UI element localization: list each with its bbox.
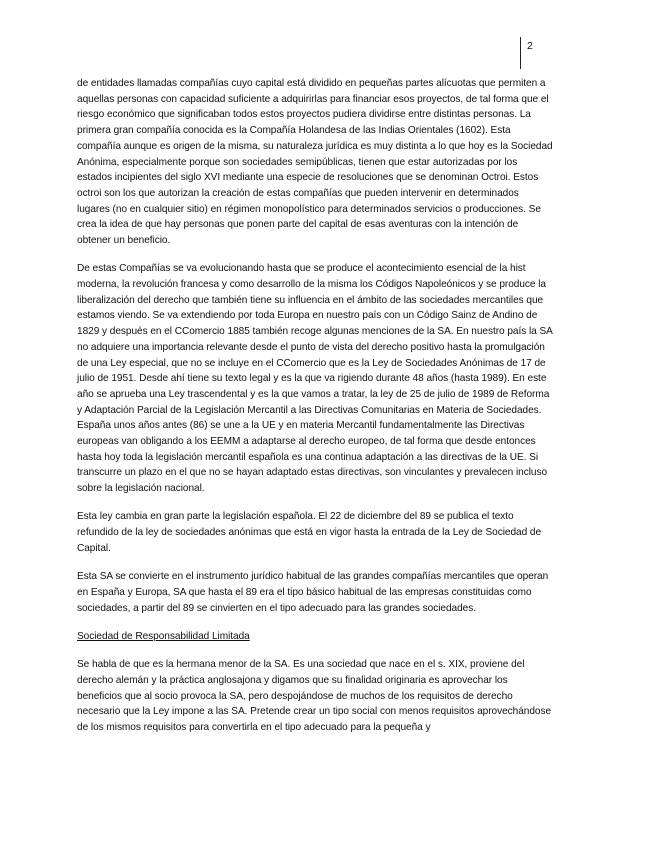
paragraph: Se habla de que es la hermana menor de la SA. Es una sociedad que nace en el s. XIX, proviene del derecho alemán y la práctica anglosajona y digamos que su finalidad originaria es aprovechar los beneficios que al socio provoca la SA, pero despojándose de muchos de los requisitos de derecho necesario que la Ley impone a las SA. Pretende crear un tipo social con menos requisitos aprovechándose de los mismos requisitos para convertirla en el tipo adecuado para la pequeña y <box>77 659 552 733</box>
page-number-divider <box>520 37 521 69</box>
page-body <box>77 76 553 748</box>
page-number: 2 <box>527 40 533 52</box>
paragraph: Esta SA se convierte en el instrumento jurídico habitual de las grandes compañías mercantiles que operan en España y Europa, SA que hasta el 89 era el tipo básico habitual de las empresas constituidas como sociedades, a partir del 89 se cinvierten en el tipo adecuado para las grandes sociedades. <box>77 571 549 614</box>
section-heading: Sociedad de Responsabilidad Limitada <box>77 630 250 642</box>
paragraph: de entidades llamadas compañías cuyo capital está dividido en pequeñas partes alícuotas que permiten a aquellas personas con capacidad suficiente a adquirirlas para financiar esos proyectos, de tal forma que el riesgo económico que significaban todos estos proyectos pudiera dividirse entre distintas personas. La primera gran compañía conocida es la Compañía Holandesa de las Indias Orientales (1602). Esta compañía aunque es origen de la misma, su naturaleza jurídica es muy distinta a lo que hoy es la Sociedad Anónima, especialmente porque son sociedades semipúblicas, tienen que estar autorizadas por los estados incipientes del siglo XVI mediante una especie de resoluciones que se denominan Octroi. Estos octroi son los que autorizan la creación de estas compañías que pueden intervenir en determinados lugares (no en cualquier sitio) en régimen monopolístico para determinados servicios o producciones. Se crea la idea de que hay personas que ponen parte del capital de esas aventuras con la intención de obtener un beneficio. <box>77 78 553 247</box>
paragraph: De estas Compañías se va evolucionando hasta que se produce el acontecimiento esencial de la hist moderna, la revolución francesa y como desarrollo de la misma los Códigos Napoleónicos y se produce la liberalización del derecho que también tiene su influencia en el ámbito de las sociedades mercantiles que estamos viendo. Se va extendiendo por toda Europa en nuestro país con un Código Sainz de Andino de 1829 y después en el CComercio 1885 también recoge algunas menciones de la SA. En nuestro país la SA no adquiere una importancia relevante desde el punto de vista del derecho positivo hasta la promulgación de una Ley especial, que no se incluye en el CComercio que es la Ley de Sociedades Anónimas de 17 de julio de 1951. Desde ahí tiene su texto legal y es la que va rigiendo durante 48 años (hasta 1989). En este año se aprueba una Ley trascendental y es la que vamos a tratar, la ley de 25 de julio de 1989 de Reforma y Adaptación Parcial de la Legislación Mercantil a las Directivas Comunitarias en Materia de Sociedades. España unos años antes (86) se une a la UE y en materia Mercantil fundamentalmente las Directivas europeas van obligando a los EEMM a adaptarse al derecho europeo, de tal forma que desde entonces hasta hoy toda la legislación mercantil española es una continua adaptación a las directivas de la UE. Si transcurre un plazo en el que no se hayan adaptado estas directivas, son vinculantes y prevalecen incluso sobre la legislación nacional. <box>77 263 553 495</box>
paragraph: Esta ley cambia en gran parte la legislación española. El 22 de diciembre del 89 se publica el texto refundido de la ley de sociedades anónimas que está en vigor hasta la entrada de la Ley de Sociedad de Capital. <box>77 511 542 554</box>
